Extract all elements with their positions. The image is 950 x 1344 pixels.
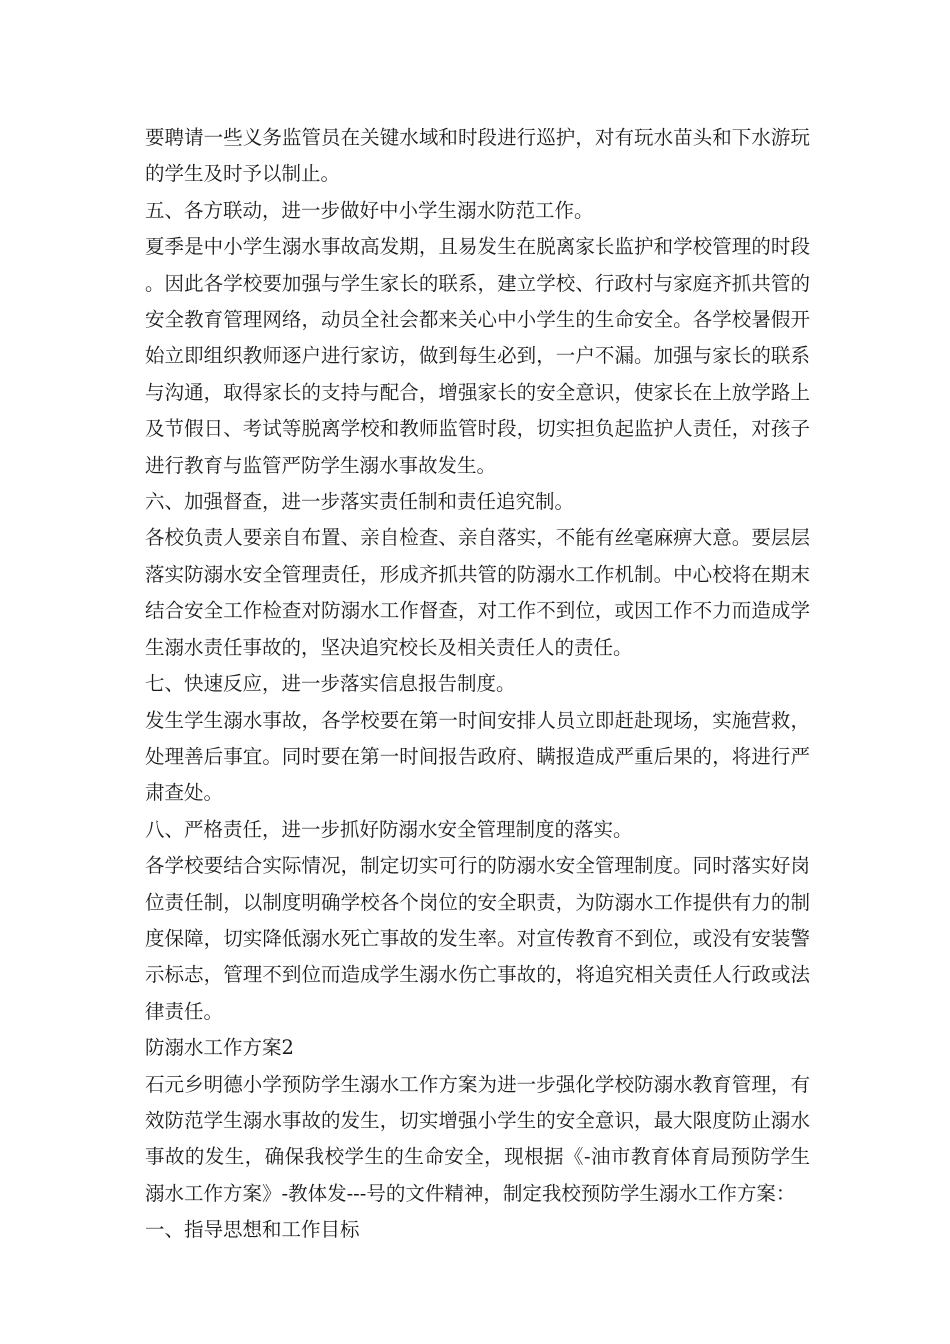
section-heading-5: 五、各方联动，进一步做好中小学生溺水防范工作。 <box>145 198 594 222</box>
paragraph-supervision: 各校负责人要亲自布置、亲自检查、亲自落实，不能有丝毫麻痹大意。要层层落实防溺水安全管理责任，形成齐抓共管的防溺水工作机制。中心校将在期末结合安全工作检查对防溺水工作督查，对工作不到位，或因工作不力而造成学生溺水责任事故的，坚决追究校长及相关责任人的责任。 <box>145 526 810 659</box>
section-heading-8: 八、严格责任，进一步抓好防溺水安全管理制度的落实。 <box>145 817 633 841</box>
paragraph-patrol: 要聘请一些义务监管员在关键水域和时段进行巡护，对有玩水苗头和下水游玩的学生及时予以制止。 <box>145 126 810 186</box>
document-body <box>145 120 810 1249</box>
section-heading-1: 一、指导思想和工作目标 <box>145 1218 360 1242</box>
document-title-plan-2: 防溺水工作方案2 <box>145 1036 294 1060</box>
paragraph-rapid-response: 发生学生溺水事故，各学校要在第一时间安排人员立即赶赴现场，实施营救，处理善后事宜。同时要在第一时间报告政府、瞒报造成严重后果的，将进行严肃查处。 <box>145 708 810 805</box>
section-heading-7: 七、快速反应，进一步落实信息报告制度。 <box>145 672 516 696</box>
paragraph-family-cooperation: 夏季是中小学生溺水事故高发期，且易发生在脱离家长监护和学校管理的时段。因此各学校要加强与学生家长的联系，建立学校、行政村与家庭齐抓共管的安全教育管理网络，动员全社会都来关心中小学生的生命安全。各学校暑假开始立即组织教师逐户进行家访，做到每生必到，一户不漏。加强与家长的联系与沟通，取得家长的支持与配合，增强家长的安全意识，使家长在上放学路上及节假日、考试等脱离学校和教师监管时段，切实担负起监护人责任，对孩子进行教育与监管严防学生溺水事故发生。 <box>145 235 810 477</box>
paragraph-plan-intro: 石元乡明德小学预防学生溺水工作方案为进一步强化学校防溺水教育管理，有效防范学生溺水事故的发生，切实增强小学生的安全意识，最大限度防止溺水事故的发生，确保我校学生的生命安全，现根据《-油市教育体育局预防学生溺水工作方案》-教体发---号的文件精神，制定我校预防学生溺水工作方案： <box>145 1072 810 1205</box>
section-heading-6: 六、加强督查，进一步落实责任制和责任追究制。 <box>145 490 575 514</box>
paragraph-responsibility: 各学校要结合实际情况，制定切实可行的防溺水安全管理制度。同时落实好岗位责任制，以制度明确学校各个岗位的安全职责，为防溺水工作提供有力的制度保障，切实降低溺水死亡事故的发生率。对宣传教育不到位，或没有安装警示标志，管理不到位而造成学生溺水伤亡事故的，将追究相关责任人行政或法律责任。 <box>145 854 810 1023</box>
